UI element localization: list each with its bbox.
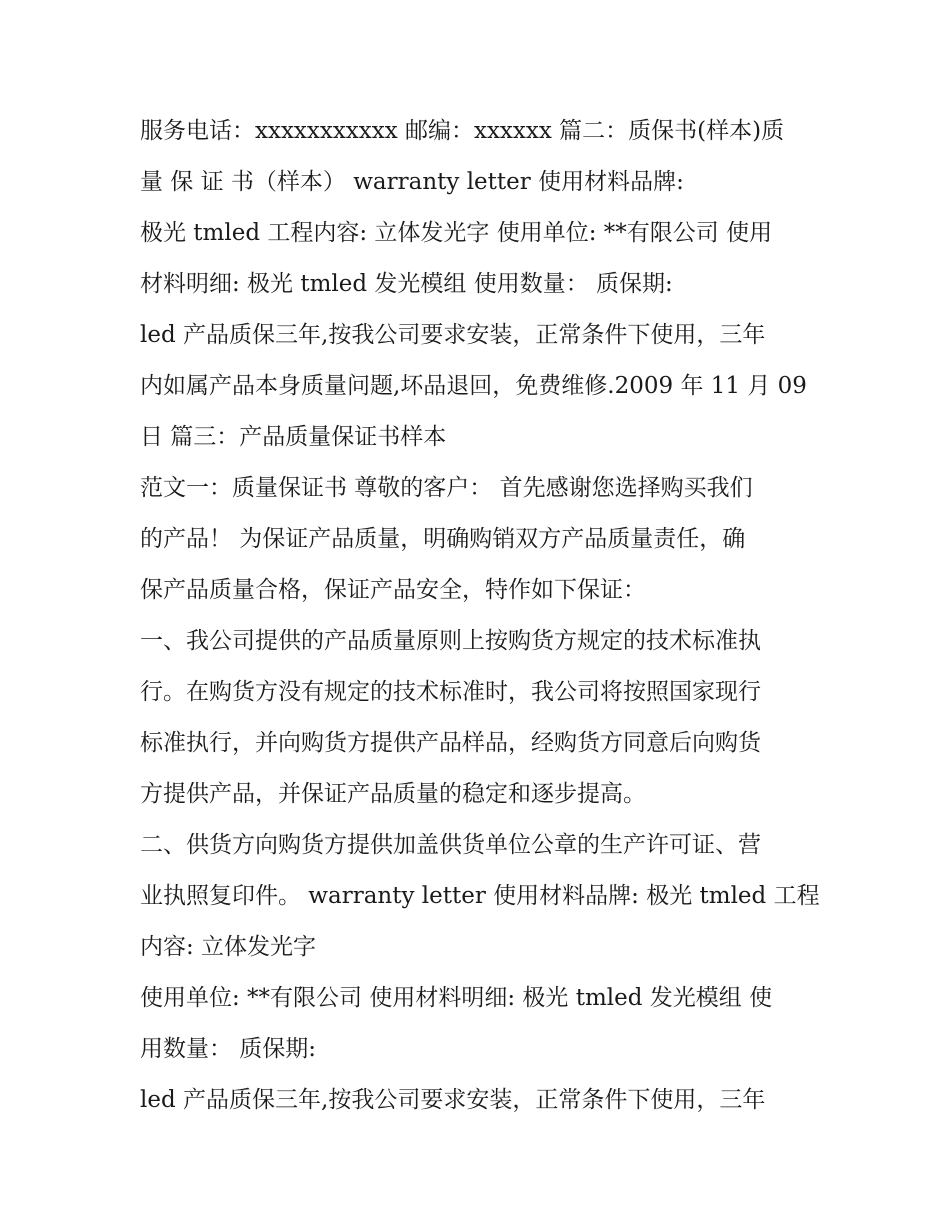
text-line: 行。在购货方没有规定的技术标准时，我公司将按照国家现行	[140, 679, 761, 705]
text-line: 一、我公司提供的产品质量原则上按购货方规定的技术标准执	[140, 628, 761, 654]
text-line: 二、供货方向购货方提供加盖供货单位公章的生产许可证、营	[140, 832, 761, 858]
text-line: led 产品质保三年,按我公司要求安装，正常条件下使用，三年	[140, 322, 766, 348]
text-line: 用数量： 质保期:	[140, 1036, 317, 1062]
text-line: 内如属产品本身质量问题,坏品退回，免费维修.2009 年 11 月 09	[140, 373, 807, 399]
text-line: 材料明细: 极光 tmled 发光模组 使用数量： 质保期:	[140, 271, 673, 297]
text-line: led 产品质保三年,按我公司要求安装，正常条件下使用，三年	[140, 1087, 766, 1113]
text-line: 业执照复印件。 warranty letter 使用材料品牌: 极光 tmled 工程	[140, 883, 820, 909]
text-line: 范文一：质量保证书 尊敬的客户： 首先感谢您选择购买我们	[140, 475, 753, 501]
text-line: 方提供产品，并保证产品质量的稳定和逐步提高。	[140, 781, 646, 807]
text-line: 保产品质量合格，保证产品安全，特作如下保证：	[140, 577, 646, 603]
text-line: 使用单位: **有限公司 使用材料明细: 极光 tmled 发光模组 使	[140, 985, 773, 1011]
document-body	[140, 106, 820, 1126]
text-line: 服务电话：xxxxxxxxxxx 邮编：xxxxxx 篇二：质保书(样本)质	[140, 118, 785, 144]
text-line: 的产品！ 为保证产品质量，明确购销双方产品质量责任，确	[140, 526, 746, 552]
text-line: 标准执行，并向购货方提供产品样品，经购货方同意后向购货	[140, 730, 761, 756]
text-line: 极光 tmled 工程内容: 立体发光字 使用单位: **有限公司 使用	[140, 220, 773, 246]
text-line: 量 保 证 书（样本） warranty letter 使用材料品牌:	[140, 169, 684, 195]
text-line: 日 篇三：产品质量保证书样本	[140, 424, 447, 450]
text-line: 内容: 立体发光字	[140, 934, 317, 960]
